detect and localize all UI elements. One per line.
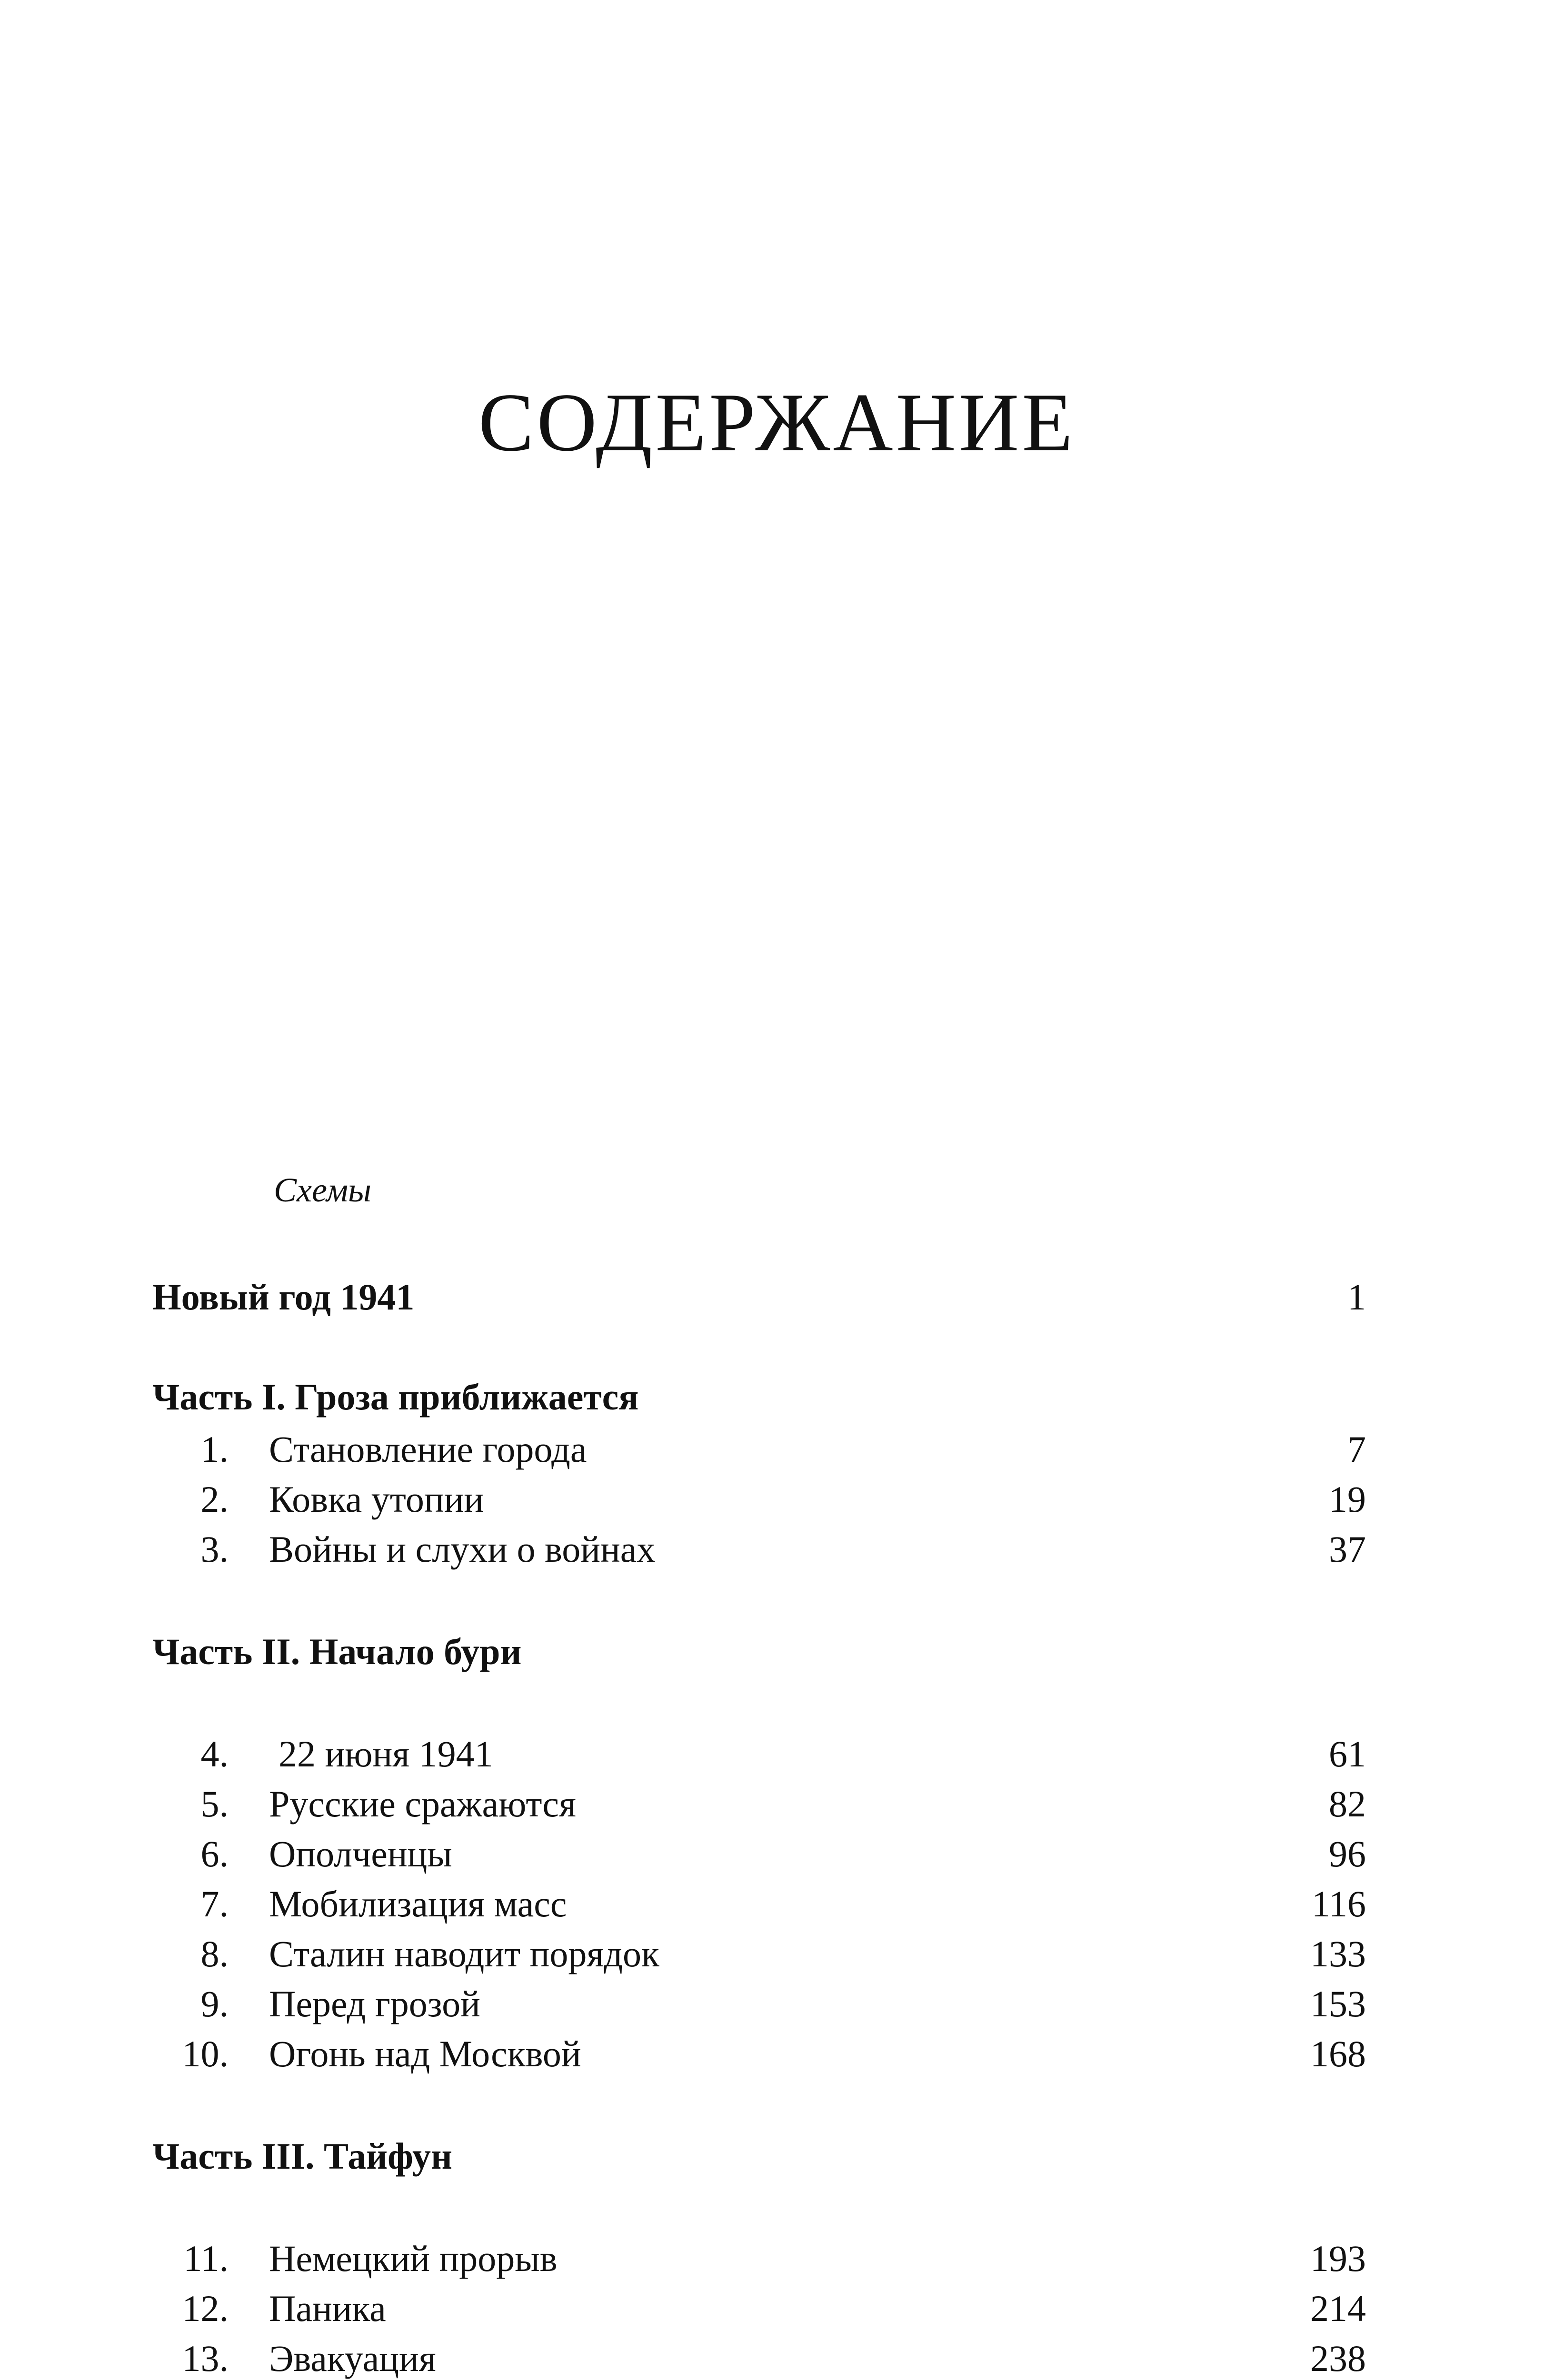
chapter-number: 13. [182, 2338, 229, 2379]
part-title: Часть II. Начало бури [152, 1631, 522, 1672]
chapter-page: 193 [1310, 2238, 1366, 2279]
chapter-number: 10. [182, 2033, 229, 2074]
chapter-number: 11. [183, 2238, 229, 2279]
toc-entry[interactable] [0, 1728, 1554, 1780]
chapter-title: Русские сражаются [269, 1783, 576, 1825]
chapter-title: Паника [269, 2288, 386, 2329]
toc-entry[interactable] [0, 1878, 1554, 1930]
toc-entry[interactable] [0, 2028, 1554, 2080]
chapter-page: 153 [1310, 1983, 1366, 2024]
toc-entry-page: 1 [1347, 1276, 1366, 1318]
chapter-title: Огонь над Москвой [269, 2033, 581, 2074]
chapter-page: 96 [1329, 1833, 1366, 1874]
chapter-page: 61 [1329, 1733, 1366, 1775]
chapter-page: 238 [1310, 2338, 1366, 2379]
part-title: Часть I. Гроза приближается [152, 1376, 639, 1418]
chapter-title: Перед грозой [269, 1983, 480, 2024]
toc-entry[interactable] [0, 2232, 1554, 2285]
toc-entry[interactable] [0, 1523, 1554, 1576]
toc-entry[interactable] [0, 2282, 1554, 2335]
chapter-page: 7 [1347, 1428, 1366, 1470]
toc-entry[interactable] [0, 1473, 1554, 1526]
toc-entry[interactable] [0, 2332, 1554, 2380]
chapter-number: 6. [200, 1833, 229, 1874]
part-heading-2[interactable] [0, 1626, 1554, 1678]
chapter-number: 7. [200, 1883, 229, 1924]
part-title: Часть III. Тайфун [152, 2135, 452, 2177]
toc-entry[interactable] [0, 1828, 1554, 1880]
toc-entry-new-year[interactable] [0, 1271, 1554, 1323]
chapter-number: 4. [200, 1733, 229, 1775]
chapter-page: 214 [1310, 2288, 1366, 2329]
chapter-title: Эвакуация [269, 2338, 436, 2379]
chapter-page: 19 [1329, 1478, 1366, 1520]
chapter-number: 3. [200, 1528, 229, 1570]
chapter-number: 2. [200, 1478, 229, 1520]
toc-entry[interactable] [0, 1423, 1554, 1476]
schemes-label: Схемы [274, 1171, 371, 1209]
toc-entry[interactable] [0, 1928, 1554, 1980]
chapter-page: 133 [1310, 1933, 1366, 1974]
chapter-title: Сталин наводит порядок [269, 1933, 659, 1974]
chapter-title: Войны и слухи о войнах [269, 1528, 656, 1570]
chapter-number: 9. [200, 1983, 229, 2024]
chapter-title: Ополченцы [269, 1833, 452, 1874]
toc-entry[interactable] [0, 1778, 1554, 1830]
chapter-number: 1. [200, 1428, 229, 1470]
chapter-title: 22 июня 1941 [279, 1733, 493, 1775]
part-heading-1[interactable] [0, 1371, 1554, 1423]
chapter-page: 116 [1311, 1883, 1366, 1924]
chapter-title: Становление города [269, 1428, 587, 1470]
chapter-number: 12. [182, 2288, 229, 2329]
chapter-title: Ковка утопии [269, 1478, 484, 1520]
toc-entry[interactable] [0, 1978, 1554, 2030]
chapter-page: 82 [1329, 1783, 1366, 1825]
chapter-number: 5. [200, 1783, 229, 1825]
chapter-number: 8. [200, 1933, 229, 1974]
chapter-title: Немецкий прорыв [269, 2238, 558, 2279]
page-title: СОДЕРЖАНИЕ [478, 376, 1076, 468]
toc-entry-title: Новый год 1941 [152, 1276, 415, 1318]
chapter-page: 37 [1329, 1528, 1366, 1570]
chapter-page: 168 [1310, 2033, 1366, 2074]
part-heading-3[interactable] [0, 2130, 1554, 2182]
chapter-title: Мобилизация масс [269, 1883, 567, 1924]
